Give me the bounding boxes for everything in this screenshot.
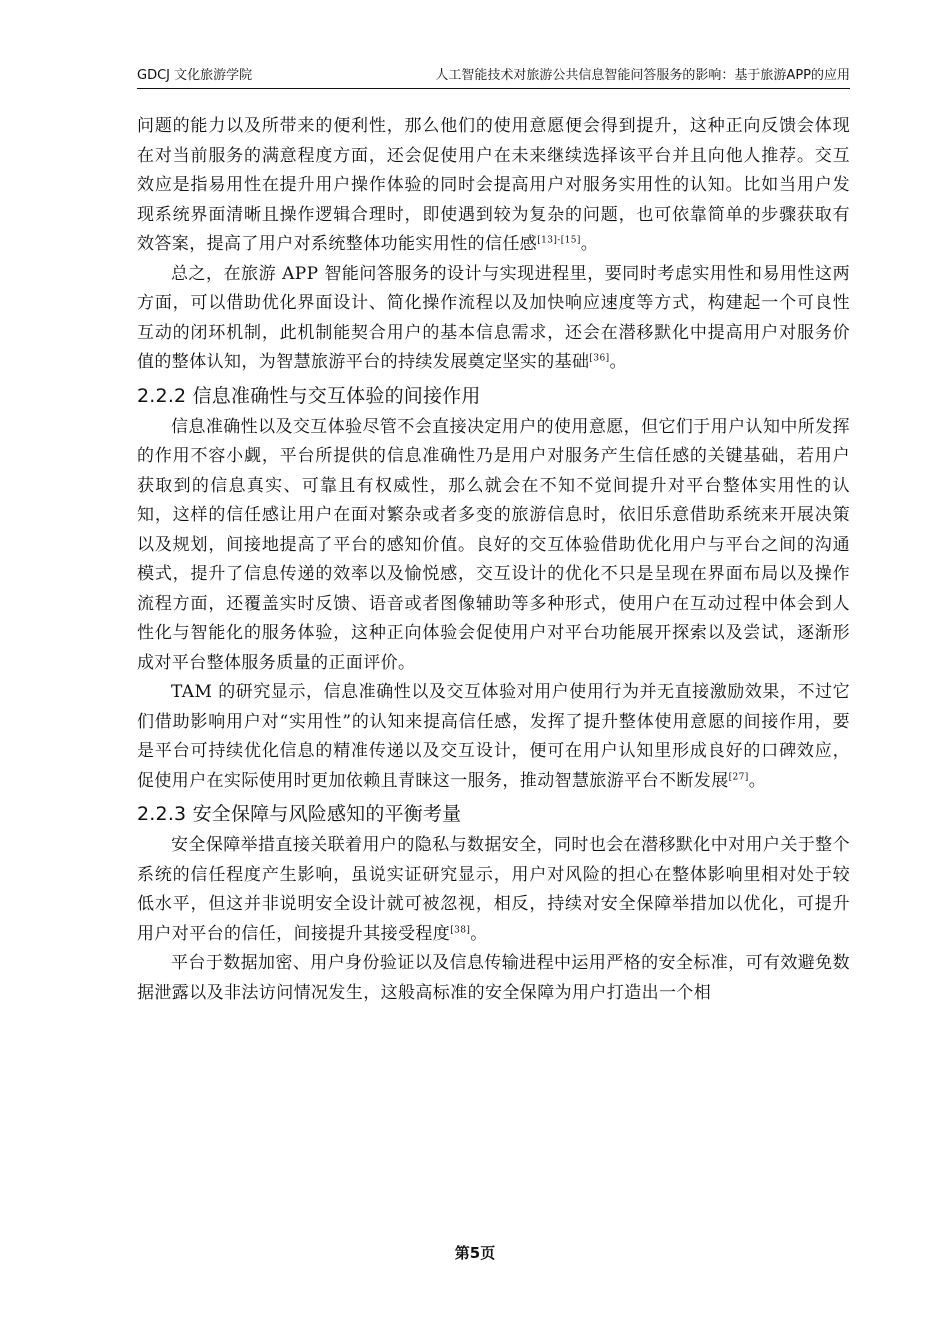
page-number: 第5页: [454, 1244, 496, 1262]
header-thesis-title: 人工智能技术对旅游公共信息智能问答服务的影响：基于旅游APP的应用: [435, 68, 850, 83]
citation: [38]: [450, 924, 471, 935]
citation: [27]: [728, 771, 749, 782]
paragraph: 安全保障举措直接关联着用户的隐私与数据安全，同时也会在潜移默化中对用户关于整个系统的信任程度产生影响，虽说实证研究显示，用户对风险的担心在整体影响里相对处于较低水平，但这并非说明安全设计就可被忽视，相反，持续对安全保障举措加以优化，可提升用户对平台的信任，间接提升其接受程度[38]。: [137, 835, 850, 944]
document-body: [137, 112, 850, 1008]
paragraph: TAM 的研究显示，信息准确性以及交互体验对用户使用行为并无直接激励效果，不过它们借助影响用户对“实用性”的认知来提高信任感，发挥了提升整体使用意愿的间接作用，要是平台可持续优化信息的精准传递以及交互设计，便可在用户认知里形成良好的口碑效应，促使用户在实际使用时更加依赖且青睐这一服务，推动智慧旅游平台不断发展[27]。: [137, 682, 850, 791]
paragraph: 总之，在旅游 APP 智能问答服务的设计与实现进程里，要同时考虑实用性和易用性这两方面，可以借助优化界面设计、简化操作流程以及加快响应速度等方式，构建起一个可良性互动的闭环机制，此机制能契合用户的基本信息需求，还会在潜移默化中提高用户对服务价值的整体认知，为智慧旅游平台的持续发展奠定坚实的基础[36]。: [137, 263, 850, 372]
citation: [36]: [589, 353, 610, 364]
citation: [13]-[15]: [537, 235, 581, 246]
paragraph: 平台于数据加密、用户身份验证以及信息传输进程中运用严格的安全标准，可有效避免数据泄露以及非法访问情况发生，这般高标准的安全保障为用户打造出一个相: [137, 953, 850, 1003]
paragraph: 问题的能力以及所带来的便利性，那么他们的使用意愿便会得到提升，这种正向反馈会体现在对当前服务的满意程度方面，还会促使用户在未来继续选择该平台并且向他人推荐。交互效应是指易用性在提升用户操作体验的同时会提高用户对服务实用性的认知。比如当用户发现系统界面清晰且操作逻辑合理时，即使遇到较为复杂的问题，也可依靠简单的步骤获取有效答案，提高了用户对系统整体功能实用性的信任感[13]-[15]。: [137, 116, 850, 254]
section-heading-2-2-3: 2.2.3 安全保障与风险感知的平衡考量: [137, 803, 462, 825]
paragraph: 信息准确性以及交互体验尽管不会直接决定用户的使用意愿，但它们于用户认知中所发挥的作用不容小觑，平台所提供的信息准确性乃是用户对服务产生信任感的关键基础，若用户获取到的信息真实、可靠且有权威性，那么就会在不知不觉间提升对平台整体实用性的认知，这样的信任感让用户在面对繁杂或者多变的旅游信息时，依旧乐意借助系统来开展决策以及规划，间接地提高了平台的感知价值。良好的交互体验借助优化用户与平台之间的沟通模式，提升了信息传递的效率以及愉悦感，交互设计的优化不只是呈现在界面布局以及操作流程方面，还覆盖实时反馈、语音或者图像辅助等多种形式，使用户在互动过程中体会到人性化与智能化的服务体验，这种正向体验会促使用户对平台功能展开探索以及尝试，逐渐形成对平台整体服务质量的正面评价。: [137, 416, 850, 673]
header-institution: GDCJ 文化旅游学院: [137, 68, 253, 83]
page-header: [137, 66, 850, 89]
section-heading-2-2-2: 2.2.2 信息准确性与交互体验的间接作用: [137, 384, 481, 407]
